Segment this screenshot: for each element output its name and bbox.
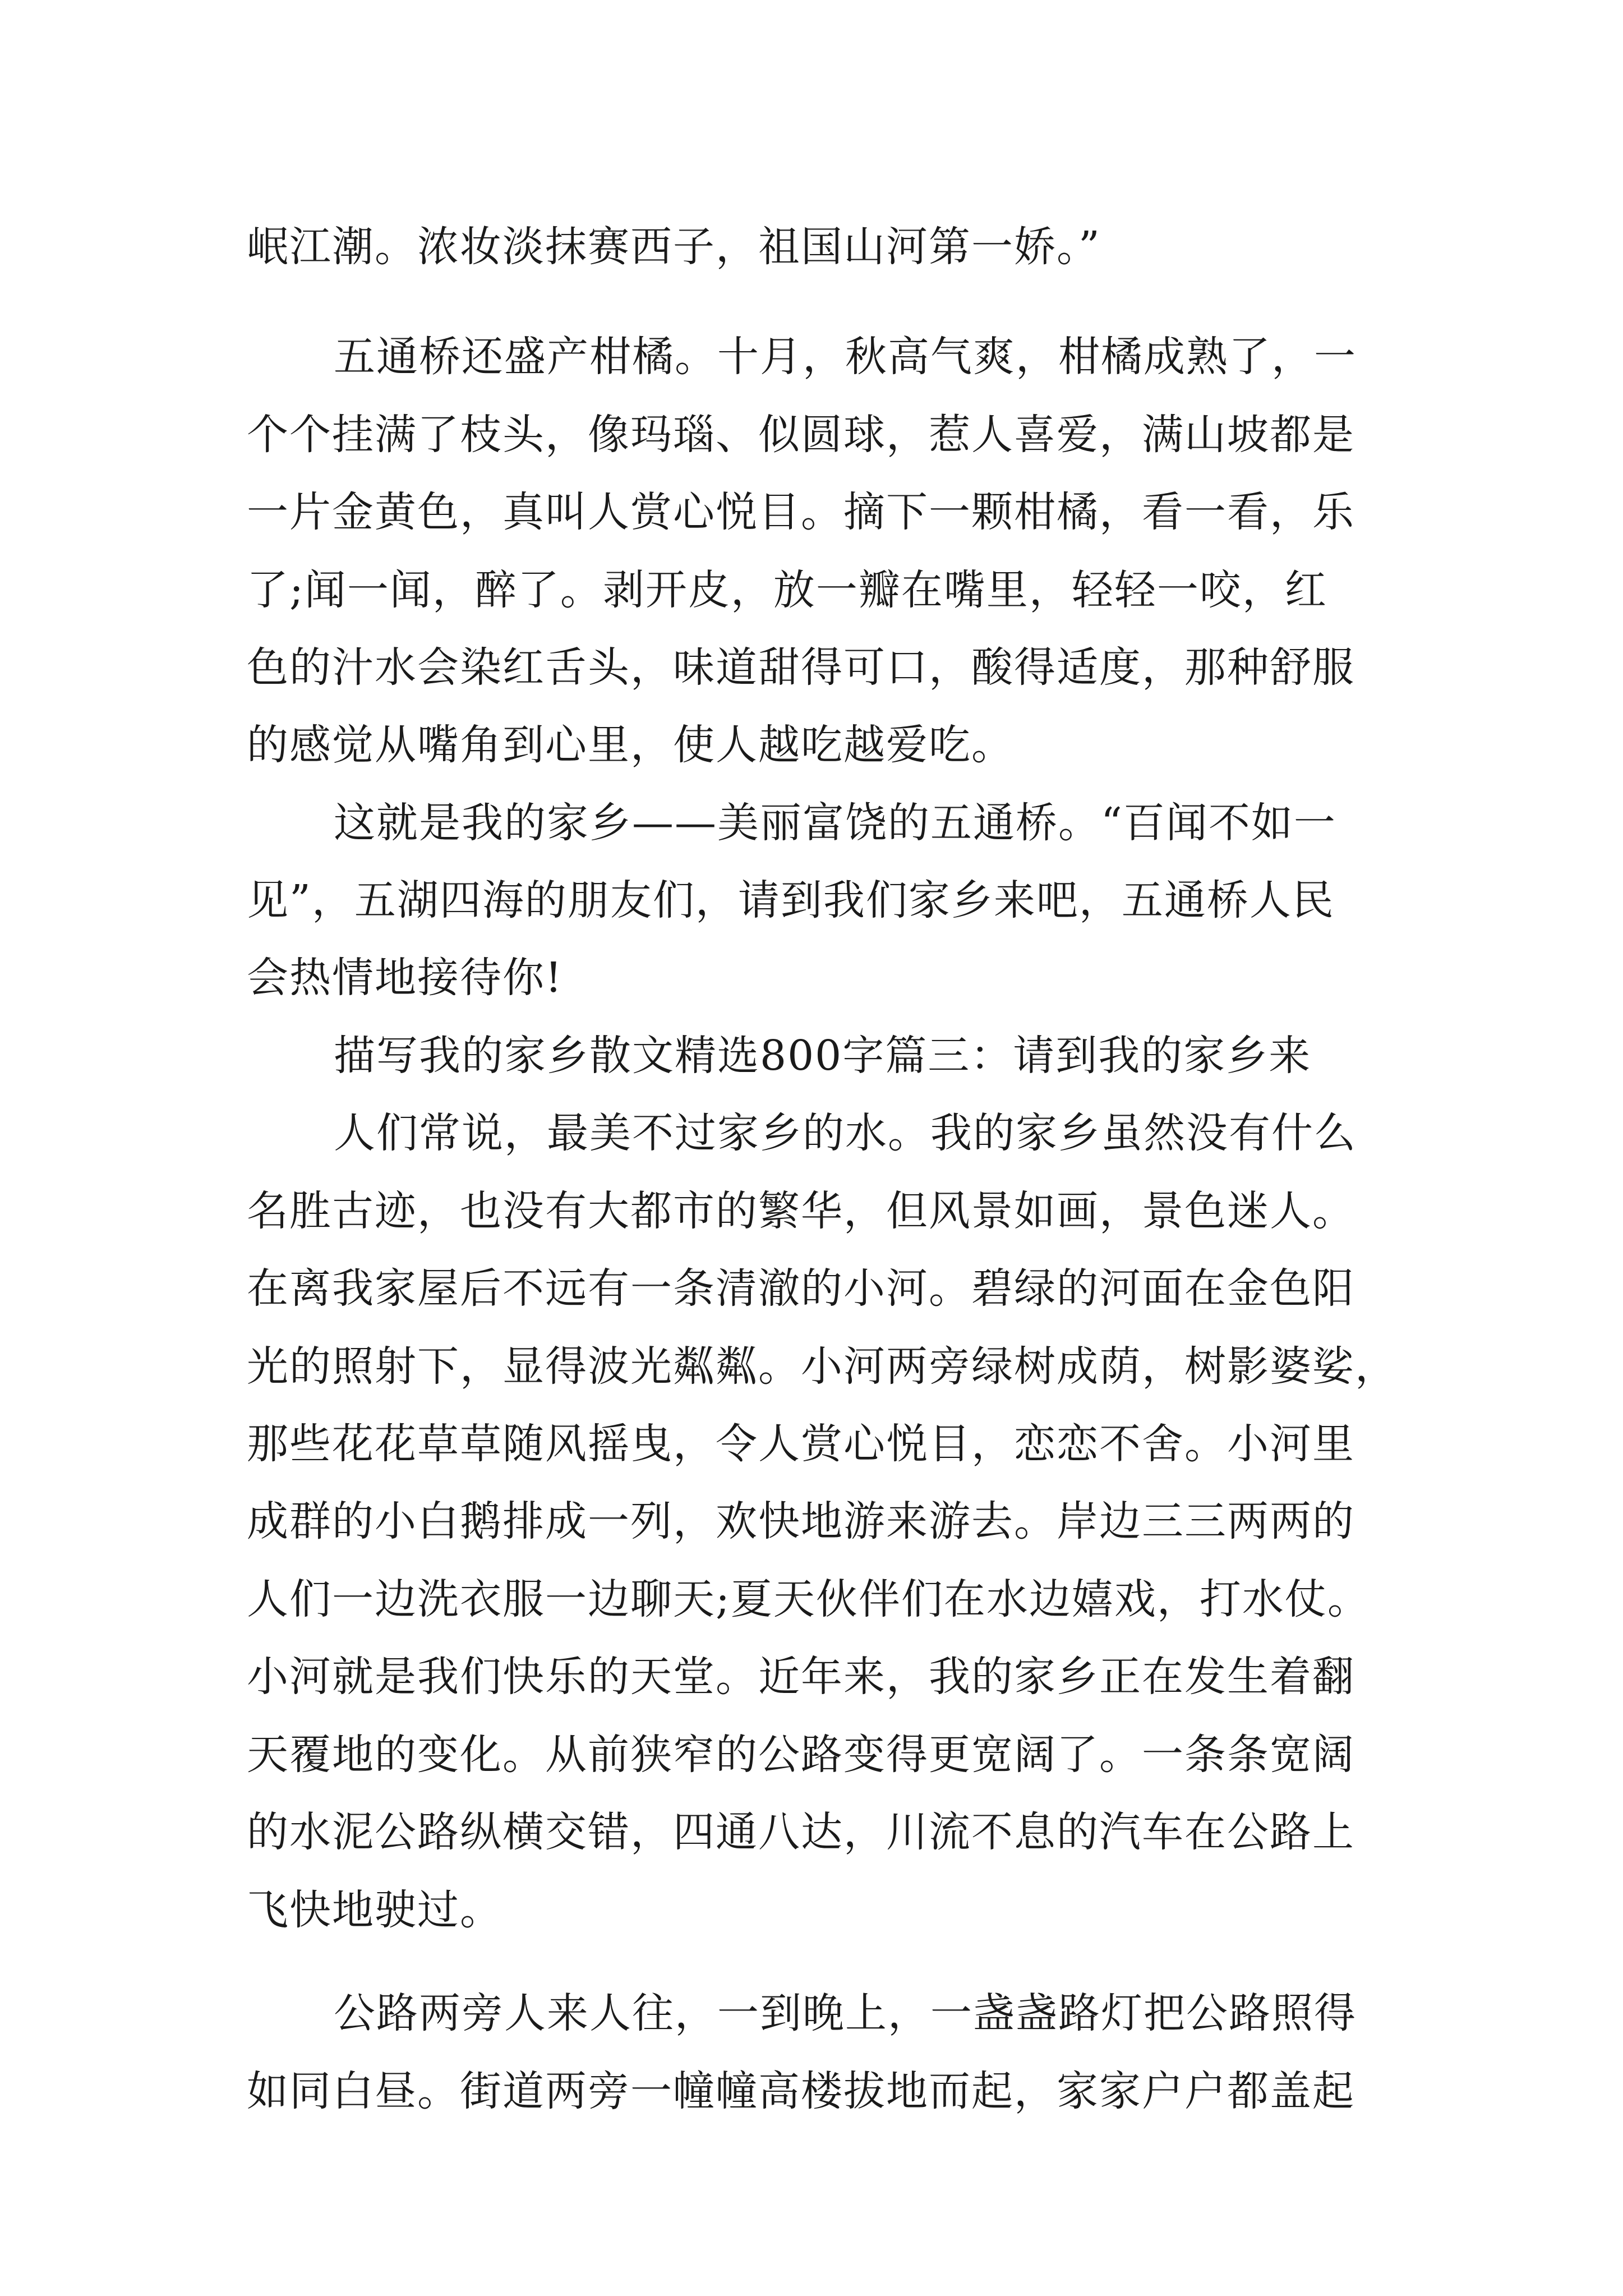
text-line: 的水泥公路纵横交错，四通八达，川流不息的汽车在公路上 (247, 1808, 1355, 1856)
text-line: 岷江潮。浓妆淡抹赛西子，祖国山河第一娇。” (247, 223, 1101, 271)
text-line: 的感觉从嘴角到心里，使人越吃越爱吃。 (247, 721, 1014, 769)
text-line: 光的照射下，显得波光粼粼。小河两旁绿树成荫，树影婆娑， (247, 1342, 1398, 1391)
section-heading: 描写我的家乡散文精选800字篇三：请到我的家乡来 (334, 1032, 1312, 1080)
text-line: 人们一边洗衣服一边聊天;夏天伙伴们在水边嬉戏，打水仗。 (247, 1575, 1370, 1623)
paragraph-start-line: 五通桥还盛产柑橘。十月，秋高气爽，柑橘成熟了，一 (334, 333, 1357, 381)
text-line: 在离我家屋后不远有一条清澈的小河。碧绿的河面在金色阳 (247, 1264, 1355, 1313)
text-line: 飞快地驶过。 (247, 1886, 502, 1934)
text-line: 天覆地的变化。从前狭窄的公路变得更宽阔了。一条条宽阔 (247, 1731, 1355, 1779)
text-line: 色的汁水会染红舌头，味道甜得可口，酸得适度，那种舒服 (247, 643, 1355, 692)
text-line: 那些花花草草随风摇曳，令人赏心悦目，恋恋不舍。小河里 (247, 1420, 1355, 1468)
paragraph-start-line: 公路两旁人来人往，一到晚上，一盏盏路灯把公路照得 (334, 1989, 1357, 2037)
text-line: 个个挂满了枝头，像玛瑙、似圆球，惹人喜爱，满山坡都是 (247, 411, 1355, 459)
text-line: 见”，五湖四海的朋友们，请到我们家乡来吧，五通桥人民 (247, 876, 1335, 924)
text-line: 如同白昼。街道两旁一幢幢高楼拔地而起，家家户户都盖起 (247, 2067, 1355, 2115)
text-line: 一片金黄色，真叫人赏心悦目。摘下一颗柑橘，看一看，乐 (247, 488, 1355, 536)
text-line: 成群的小白鹅排成一列，欢快地游来游去。岸边三三两两的 (247, 1497, 1355, 1545)
text-line: 小河就是我们快乐的天堂。近年来，我的家乡正在发生着翻 (247, 1653, 1355, 1701)
text-line: 名胜古迹，也没有大都市的繁华，但风景如画，景色迷人。 (247, 1187, 1355, 1235)
paragraph-start-line: 人们常说，最美不过家乡的水。我的家乡虽然没有什么 (334, 1109, 1357, 1157)
paragraph-start-line: 这就是我的家乡——美丽富饶的五通桥。“百闻不如一 (334, 799, 1336, 847)
text-line: 了;闻一闻，醉了。剥开皮，放一瓣在嘴里，轻轻一咬，红 (247, 566, 1327, 614)
text-line: 会热情地接待你! (247, 954, 563, 1002)
